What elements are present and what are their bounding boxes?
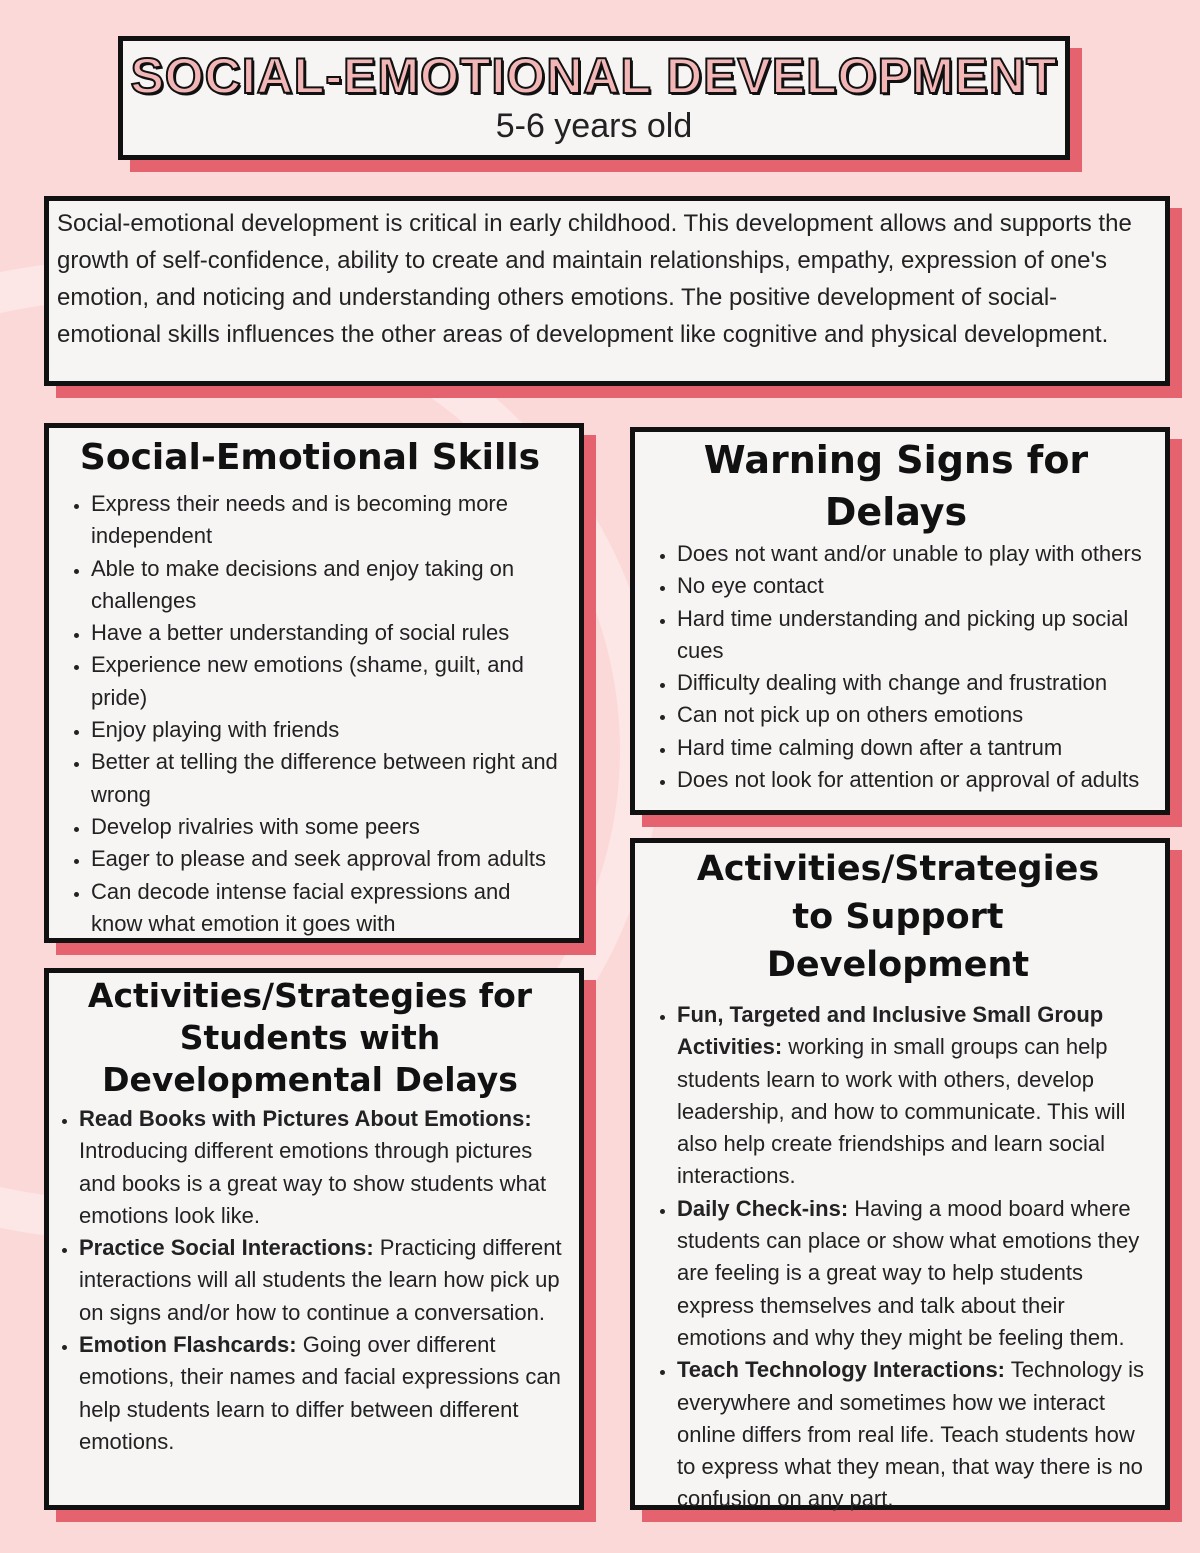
warnings-list bbox=[641, 538, 1151, 796]
list-item: • Hard time calming down after a tantrum bbox=[677, 732, 1151, 764]
list-item: • Able to make decisions and enjoy taking on challenges bbox=[91, 553, 565, 618]
page-title: SOCIAL-EMOTIONAL DEVELOPMENT bbox=[130, 48, 1058, 104]
title-card bbox=[118, 36, 1070, 160]
list-item bbox=[79, 1329, 571, 1458]
skills-list bbox=[55, 488, 565, 940]
list-item: • Can decode intense facial expressions and know what emotion it goes with bbox=[91, 876, 565, 941]
item-text: working in small groups can help students learn to work with others, develop leadership, and how to communicate. This will also help create friendships and learn social interactions. bbox=[677, 1034, 1126, 1189]
item-label: Teach Technology Interactions: bbox=[677, 1357, 1006, 1383]
list-item: • Hard time understanding and picking up social cues bbox=[677, 603, 1151, 668]
item-text: Technology is everywhere and sometimes how we interact online differs from real life. Teach students how to express what they mean, that way there is no confusion on any part. bbox=[677, 1357, 1145, 1512]
intro-card bbox=[44, 196, 1170, 386]
intro-text: Social-emotional development is critical in early childhood. This development allows and supports the growth of self-confidence, ability to create and maintain relationships, empathy, expression of one's emotion, and noticing and understanding others emotions. The positive development of social-emotional skills influences the other areas of development like cognitive and physical development. bbox=[57, 210, 1132, 348]
list-item: • Develop rivalries with some peers bbox=[91, 811, 565, 843]
item-label: Fun, Targeted and Inclusive Small Group Activities: bbox=[677, 1002, 1104, 1060]
list-item bbox=[677, 999, 1155, 1193]
list-item bbox=[79, 1103, 571, 1232]
skills-card bbox=[44, 423, 584, 943]
item-text: Practicing different interactions will all students the learn how pick up on signs and/or how to continue a conversation. bbox=[79, 1235, 562, 1325]
list-item: • Does not look for attention or approval of adults bbox=[677, 764, 1151, 796]
delays-list bbox=[49, 1103, 571, 1458]
support-list bbox=[641, 999, 1155, 1516]
page-subtitle: 5-6 years old bbox=[495, 107, 693, 145]
list-item: • Experience new emotions (shame, guilt, and pride) bbox=[91, 649, 565, 714]
list-item: • Express their needs and is becoming more independent bbox=[91, 488, 565, 553]
list-item bbox=[677, 1354, 1155, 1515]
delays-heading: Activities/Strategies for Students with Developmental Delays bbox=[87, 976, 533, 1099]
list-item: • No eye contact bbox=[677, 570, 1151, 602]
item-label: Practice Social Interactions: bbox=[79, 1235, 374, 1261]
item-text: Going over different emotions, their names and facial expressions can help students learn to differ between different emotions. bbox=[79, 1332, 561, 1454]
item-label: Emotion Flashcards: bbox=[79, 1332, 297, 1358]
delays-card bbox=[44, 968, 584, 1510]
list-item: • Can not pick up on others emotions bbox=[677, 699, 1151, 731]
list-item: • Does not want and/or unable to play with others bbox=[677, 538, 1151, 570]
warnings-heading: Warning Signs for Delays bbox=[703, 438, 1089, 534]
item-label: Read Books with Pictures About Emotions: bbox=[79, 1106, 532, 1131]
support-heading: Activities/Strategies to Support Development bbox=[696, 849, 1100, 985]
list-item bbox=[79, 1232, 571, 1329]
list-item: • Enjoy playing with friends bbox=[91, 714, 565, 746]
item-label: Daily Check-ins: bbox=[677, 1195, 849, 1221]
list-item: • Difficulty dealing with change and frustration bbox=[677, 667, 1151, 699]
support-card bbox=[630, 838, 1170, 1510]
list-item: • Eager to please and seek approval from adults bbox=[91, 843, 565, 875]
list-item: • Have a better understanding of social rules bbox=[91, 617, 565, 649]
list-item: • Better at telling the difference between right and wrong bbox=[91, 746, 565, 811]
skills-heading: Social-Emotional Skills bbox=[79, 437, 541, 478]
item-text: Having a mood board where students can place or show what emotions they are feeling is a great way to help students express themselves and talk about their emotions and why they might be feeling them. bbox=[677, 1195, 1140, 1350]
list-item bbox=[677, 1193, 1155, 1354]
item-text: Introducing different emotions through pictures and books is a great way to show students what emotions look like. bbox=[79, 1138, 547, 1228]
warnings-card bbox=[630, 427, 1170, 815]
